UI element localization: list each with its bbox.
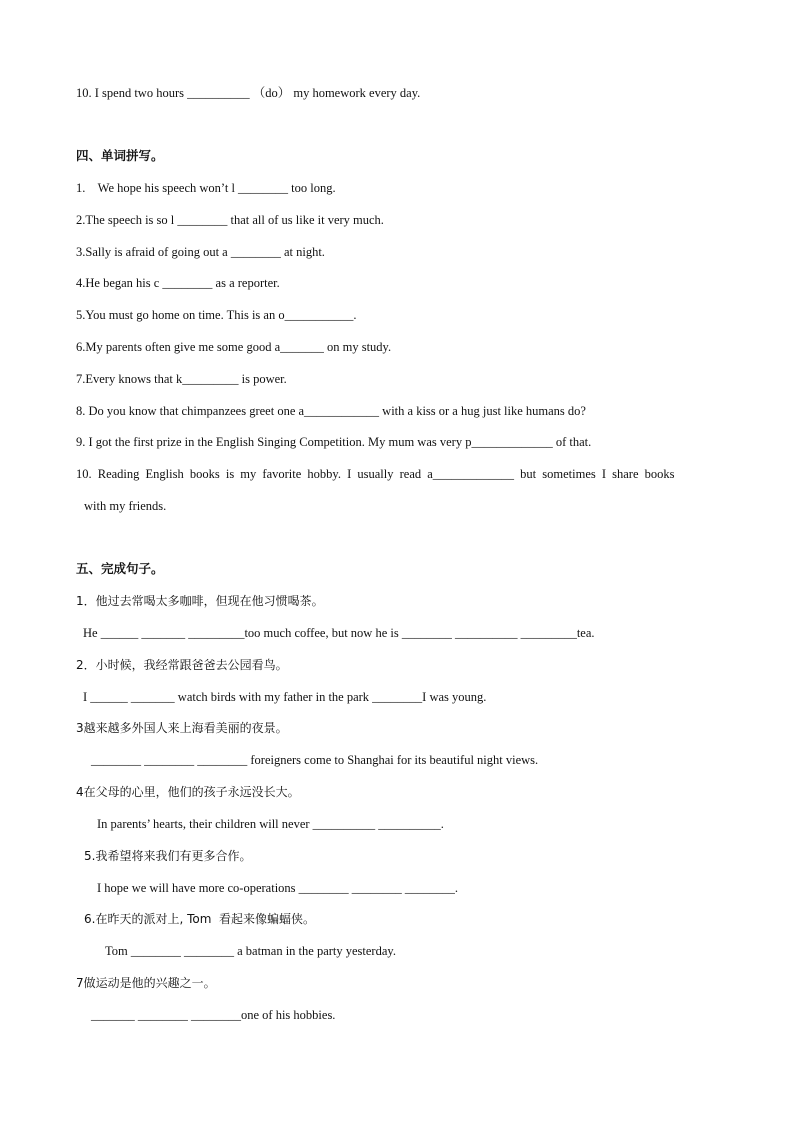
section5-item-7-english: _______ ________ ________one of his hobbies.: [91, 1008, 336, 1022]
section4-item-4: 4.He began his c ________ as a reporter.: [76, 276, 280, 290]
section5-title: 五、完成句子。: [76, 561, 164, 576]
section4-item-8: 8. Do you know that chimpanzees greet one a____________ with a kiss or a hug just like humans do?: [76, 404, 586, 418]
section5-item-5-chinese: 5.我希望将来我们有更多合作。: [84, 849, 252, 863]
section4-item-9: 9. I got the first prize in the English Singing Competition. My mum was very p_____________ of that.: [76, 435, 592, 449]
section4-item-1: 1. We hope his speech won’t l ________ too long.: [76, 181, 336, 195]
section5-item-4-chinese: 4在父母的心里，他们的孩子永远没长大。: [76, 785, 300, 799]
section5-item-5-english: I hope we will have more co-operations ________ ________ ________.: [97, 881, 459, 895]
section4-item-2: 2.The speech is so l ________ that all of us like it very much.: [76, 213, 384, 227]
section5-item-3-english: ________ ________ ________ foreigners come to Shanghai for its beautiful night views.: [91, 753, 539, 767]
section3-item-10: 10. I spend two hours __________ （do） my homework every day.: [76, 86, 421, 100]
section5-item-2-chinese: 2．小时候，我经常跟爸爸去公园看鸟。: [76, 658, 288, 672]
section5-item-7-chinese: 7做运动是他的兴趣之一。: [76, 976, 216, 990]
section5-item-6-chinese: 6.在昨天的派对上, Tom 看起来像蝙蝠侠。: [84, 912, 316, 926]
section4-item-3: 3.Sally is afraid of going out a ________ at night.: [76, 245, 325, 259]
section5-item-3-chinese: 3越来越多外国人来上海看美丽的夜景。: [76, 721, 288, 735]
section5-item-2-english: I ______ _______ watch birds with my father in the park ________I was young.: [83, 690, 487, 704]
section5-item-6-english: Tom ________ ________ a batman in the party yesterday.: [105, 944, 396, 958]
section4-item-5: 5.You must go home on time. This is an o___________.: [76, 308, 357, 322]
section4-title: 四、单词拼写。: [76, 148, 164, 163]
section5-item-1-english: He ______ _______ _________too much coffee, but now he is ________ __________ _________tea.: [83, 626, 595, 640]
section4-item-10-continued: with my friends.: [84, 499, 167, 513]
section4-item-7: 7.Every knows that k_________ is power.: [76, 372, 287, 386]
section4-item-10: 10. Reading English books is my favorite hobby. I usually read a_____________ but sometimes I share books: [76, 467, 675, 481]
section5-item-4-english: In parents’ hearts, their children will never __________ __________.: [97, 817, 444, 831]
section5-item-1-chinese: 1．他过去常喝太多咖啡，但现在他习惯喝茶。: [76, 594, 324, 608]
section4-item-6: 6.My parents often give me some good a_______ on my study.: [76, 340, 392, 354]
